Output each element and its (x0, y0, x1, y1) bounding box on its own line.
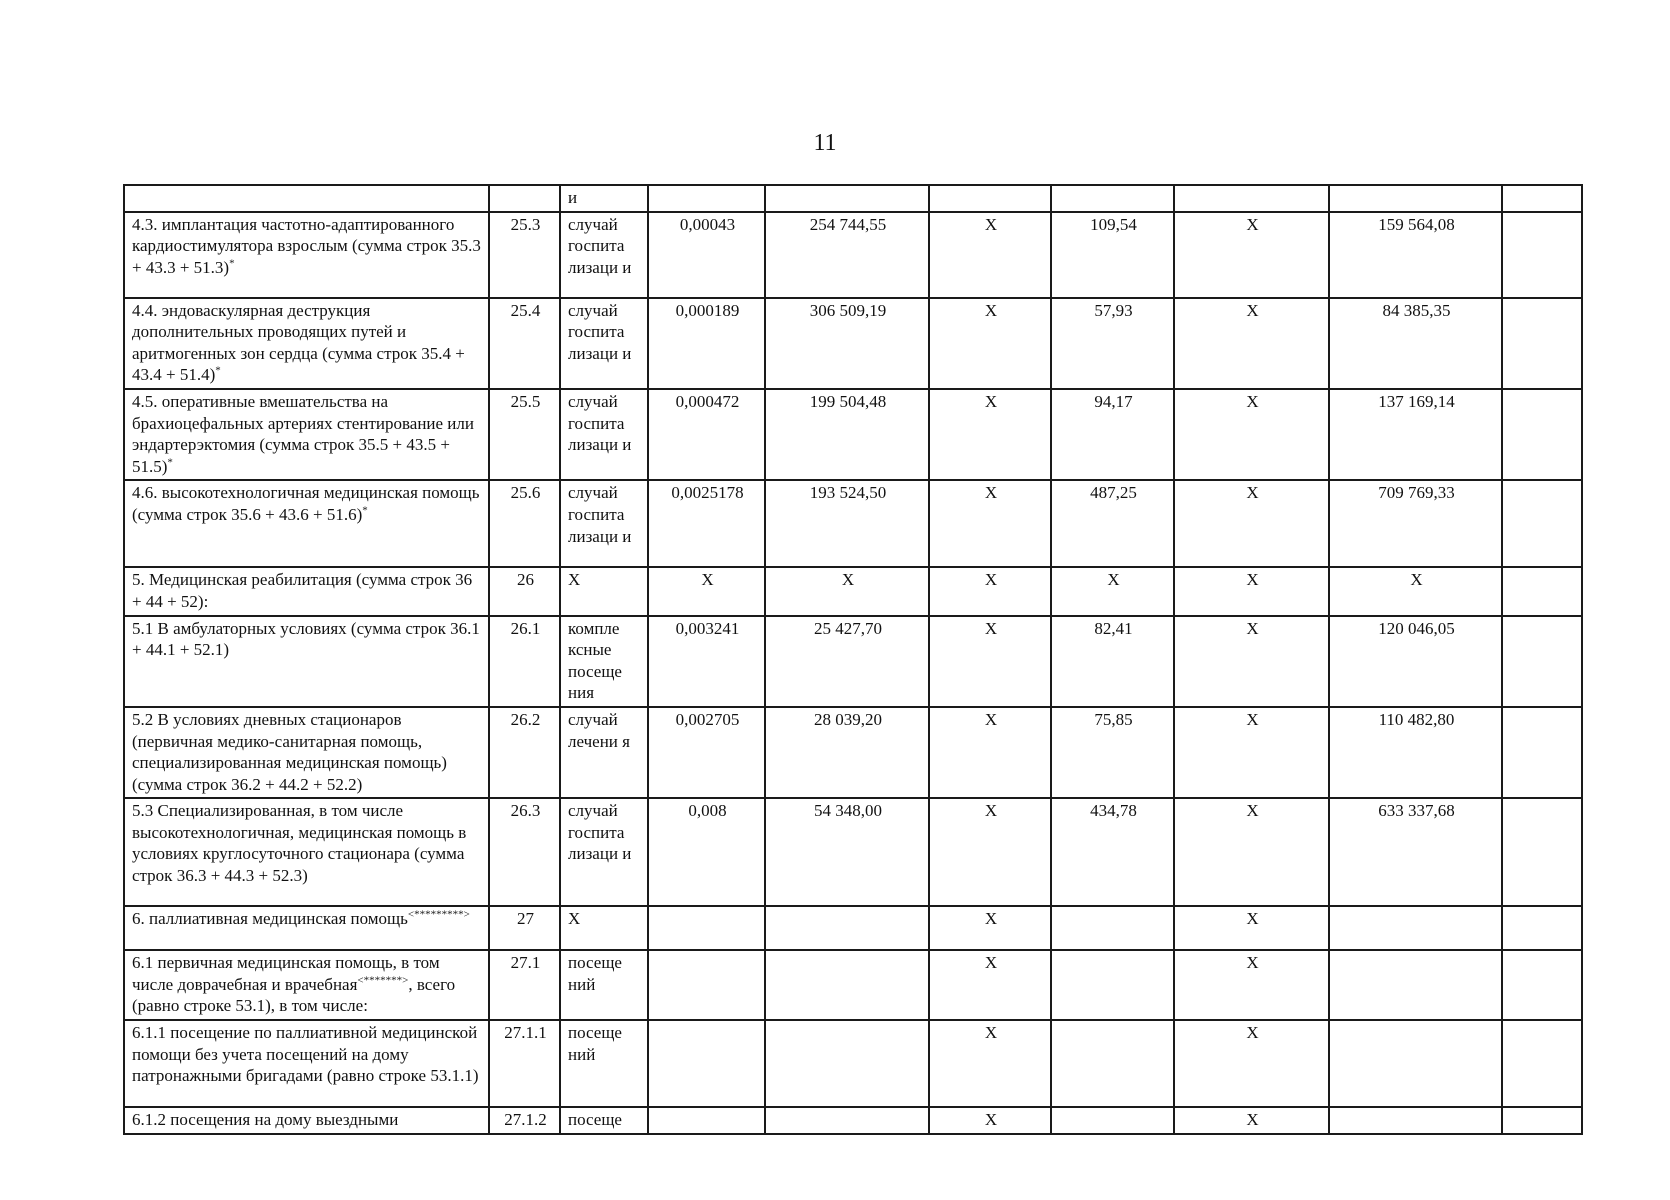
row-total (1329, 950, 1502, 1020)
row-col10 (1502, 212, 1582, 298)
row-name (124, 1107, 489, 1134)
footnote-mark: * (229, 257, 235, 270)
table-row (124, 389, 1582, 480)
row-name-text: 5.1 В амбулаторных условиях (сумма строк 36.1 + 44.1 + 52.1) (132, 618, 480, 660)
row-unit: и (560, 185, 648, 212)
row-rate: 0,003241 (648, 616, 765, 707)
row-col10 (1502, 1107, 1582, 1134)
row-per-capita: 57,93 (1051, 298, 1174, 389)
row-rate (648, 1020, 765, 1107)
row-col6: X (929, 798, 1051, 906)
table-row (124, 567, 1582, 615)
row-col6: X (929, 212, 1051, 298)
row-number: 27.1.2 (489, 1107, 560, 1134)
row-col6: X (929, 707, 1051, 798)
table-row (124, 616, 1582, 707)
row-cost: X (765, 567, 929, 615)
row-col10 (1502, 707, 1582, 798)
row-unit: X (560, 906, 648, 950)
table-row (124, 480, 1582, 567)
row-col8: X (1174, 616, 1329, 707)
row-col6: X (929, 906, 1051, 950)
table-row (124, 212, 1582, 298)
row-name-text: 4.5. оперативные вмешательства на брахиоцефальных артериях стентирование или эндартерэктомия (сумма строк 35.5 + 43.5 + 51.5) (132, 391, 474, 476)
row-number: 26 (489, 567, 560, 615)
row-rate: 0,00043 (648, 212, 765, 298)
table-row (124, 1020, 1582, 1107)
row-cost: 199 504,48 (765, 389, 929, 480)
row-cost (765, 1107, 929, 1134)
row-number: 27 (489, 906, 560, 950)
row-total (1329, 906, 1502, 950)
row-name-text: 6.1 первичная медицинская помощь, в том числе доврачебная и врачебная (132, 953, 440, 994)
row-total: X (1329, 567, 1502, 615)
row-col8: X (1174, 212, 1329, 298)
row-col8: X (1174, 798, 1329, 906)
row-total (1329, 1020, 1502, 1107)
row-rate: 0,000189 (648, 298, 765, 389)
row-per-capita (1051, 1107, 1174, 1134)
row-name-text: 4.4. эндоваскулярная деструкция дополнительных проводящих путей и аритмогенных зон сердца (сумма строк 35.4 + 43.4 + 51.4) (132, 300, 465, 385)
row-name (124, 185, 489, 212)
row-col10 (1502, 298, 1582, 389)
row-name (124, 616, 489, 707)
row-name (124, 1020, 489, 1107)
data-table (123, 184, 1583, 1135)
row-name-text: 5.2 В условиях дневных стационаров (первичная медико-санитарная помощь, специализированная медицинская помощь) (сумма строк 36.2 + 44.2 + 52.2) (132, 709, 447, 794)
row-rate: 0,008 (648, 798, 765, 906)
row-col8: X (1174, 1107, 1329, 1134)
row-unit: посеще ний (560, 950, 648, 1020)
row-name-text: 4.6. высокотехнологичная медицинская помощь (сумма строк 35.6 + 43.6 + 51.6) (132, 483, 480, 524)
row-cost (765, 185, 929, 212)
row-cost: 54 348,00 (765, 798, 929, 906)
row-per-capita: 487,25 (1051, 480, 1174, 567)
table-row (124, 906, 1582, 950)
row-cost: 25 427,70 (765, 616, 929, 707)
row-total: 137 169,14 (1329, 389, 1502, 480)
row-number: 27.1 (489, 950, 560, 1020)
row-col8: X (1174, 707, 1329, 798)
row-col6: X (929, 1020, 1051, 1107)
row-number: 25.4 (489, 298, 560, 389)
page-number: 11 (813, 130, 837, 156)
row-unit: случай госпита лизаци и (560, 212, 648, 298)
row-rate: 0,0025178 (648, 480, 765, 567)
row-rate (648, 906, 765, 950)
row-name-text: 6.1.2 посещения на дому выездными (132, 1110, 399, 1130)
row-per-capita (1051, 185, 1174, 212)
row-cost (765, 906, 929, 950)
row-col6: X (929, 567, 1051, 615)
row-cost: 28 039,20 (765, 707, 929, 798)
row-unit: случай госпита лизаци и (560, 298, 648, 389)
row-col10 (1502, 480, 1582, 567)
row-per-capita (1051, 950, 1174, 1020)
footnote-mark: * (167, 456, 173, 469)
row-per-capita: X (1051, 567, 1174, 615)
row-number (489, 185, 560, 212)
row-col10 (1502, 567, 1582, 615)
row-col10 (1502, 616, 1582, 707)
row-name (124, 798, 489, 906)
row-per-capita: 94,17 (1051, 389, 1174, 480)
row-total: 159 564,08 (1329, 212, 1502, 298)
row-unit: случай лечени я (560, 707, 648, 798)
row-col10 (1502, 185, 1582, 212)
row-per-capita: 82,41 (1051, 616, 1174, 707)
row-unit: посеще ний (560, 1020, 648, 1107)
row-col6: X (929, 480, 1051, 567)
row-col6: X (929, 616, 1051, 707)
row-rate: 0,002705 (648, 707, 765, 798)
row-per-capita (1051, 1020, 1174, 1107)
row-unit: случай госпита лизаци и (560, 389, 648, 480)
table-row (124, 298, 1582, 389)
row-name-text: 5.3 Специализированная, в том числе высокотехнологичная, медицинская помощь в условиях круглосуточного стационара (сумма строк 36.3 + 44.3 + 52.3) (132, 801, 467, 886)
row-col8: X (1174, 480, 1329, 567)
row-cost: 306 509,19 (765, 298, 929, 389)
footnote-mark: <*******> (357, 974, 409, 987)
row-col8: X (1174, 567, 1329, 615)
row-col6 (929, 185, 1051, 212)
table-row (124, 950, 1582, 1020)
row-cost: 254 744,55 (765, 212, 929, 298)
row-total (1329, 1107, 1502, 1134)
row-name-text: 6. паллиативная медицинская помощь (132, 909, 408, 929)
row-cost (765, 1020, 929, 1107)
row-col8: X (1174, 389, 1329, 480)
footnote-mark: * (215, 364, 221, 377)
row-rate (648, 950, 765, 1020)
row-col6: X (929, 1107, 1051, 1134)
row-total: 633 337,68 (1329, 798, 1502, 906)
row-name (124, 389, 489, 480)
row-per-capita (1051, 906, 1174, 950)
row-per-capita: 75,85 (1051, 707, 1174, 798)
table-row (124, 798, 1582, 906)
row-name (124, 906, 489, 950)
row-col8: X (1174, 906, 1329, 950)
row-name-text: 5. Медицинская реабилитация (сумма строк 36 + 44 + 52): (132, 570, 473, 611)
row-name-text: 4.3. имплантация частотно-адаптированного кардиостимулятора взрослым (сумма строк 35.3 + 43.3 + 51.3) (132, 214, 481, 277)
footnote-mark: <*********> (407, 908, 470, 921)
row-total: 709 769,33 (1329, 480, 1502, 567)
row-number: 25.3 (489, 212, 560, 298)
row-unit: случай госпита лизаци и (560, 798, 648, 906)
row-rate (648, 1107, 765, 1134)
row-total: 84 385,35 (1329, 298, 1502, 389)
table-row (124, 1107, 1582, 1134)
row-cost: 193 524,50 (765, 480, 929, 567)
row-unit: случай госпита лизаци и (560, 480, 648, 567)
footnote-mark: * (362, 504, 368, 517)
row-name (124, 707, 489, 798)
row-unit: компле ксные посеще ния (560, 616, 648, 707)
row-name (124, 480, 489, 567)
row-name (124, 298, 489, 389)
row-total: 110 482,80 (1329, 707, 1502, 798)
row-col8 (1174, 185, 1329, 212)
row-number: 26.3 (489, 798, 560, 906)
table-row (124, 185, 1582, 212)
row-total: 120 046,05 (1329, 616, 1502, 707)
row-col6: X (929, 950, 1051, 1020)
row-per-capita: 434,78 (1051, 798, 1174, 906)
row-cost (765, 950, 929, 1020)
row-col10 (1502, 1020, 1582, 1107)
row-number: 25.5 (489, 389, 560, 480)
row-rate (648, 185, 765, 212)
row-col6: X (929, 298, 1051, 389)
row-name-text: 6.1.1 посещение по паллиативной медицинской помощи без учета посещений на дому патронажными бригадами (равно строке 53.1.1) (132, 1023, 479, 1086)
row-number: 26.2 (489, 707, 560, 798)
row-col8: X (1174, 298, 1329, 389)
row-name (124, 950, 489, 1020)
row-number: 27.1.1 (489, 1020, 560, 1107)
row-total (1329, 185, 1502, 212)
row-number: 25.6 (489, 480, 560, 567)
row-col10 (1502, 389, 1582, 480)
row-unit: посеще (560, 1107, 648, 1134)
row-unit: X (560, 567, 648, 615)
row-col10 (1502, 798, 1582, 906)
table-row (124, 707, 1582, 798)
row-col8: X (1174, 950, 1329, 1020)
row-name (124, 567, 489, 615)
row-rate: 0,000472 (648, 389, 765, 480)
row-number: 26.1 (489, 616, 560, 707)
row-col10 (1502, 950, 1582, 1020)
row-name (124, 212, 489, 298)
row-per-capita: 109,54 (1051, 212, 1174, 298)
row-name-tail: , всего (равно строке 53.1), в том числе: (132, 974, 456, 1016)
row-col6: X (929, 389, 1051, 480)
row-rate: X (648, 567, 765, 615)
row-col8: X (1174, 1020, 1329, 1107)
row-col10 (1502, 906, 1582, 950)
